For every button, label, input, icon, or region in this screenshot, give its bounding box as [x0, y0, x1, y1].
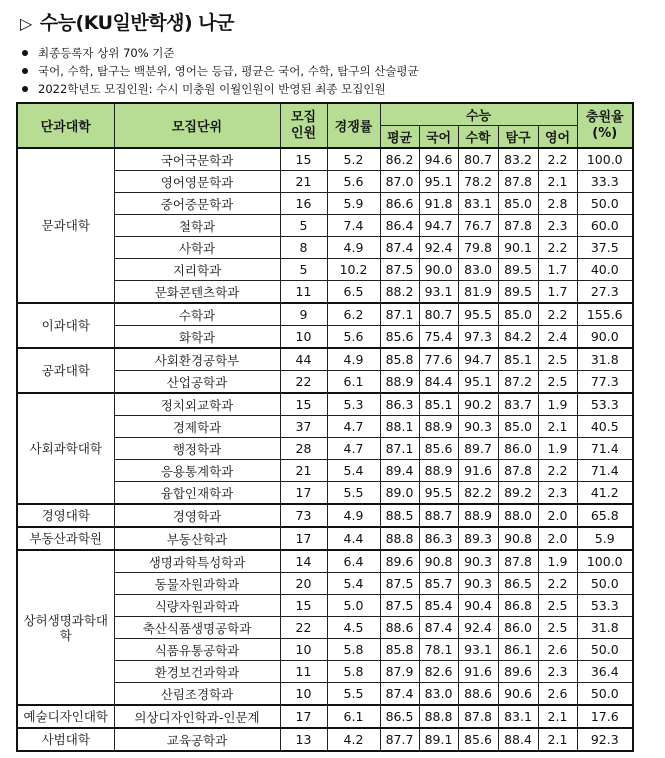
kor-cell: 85.1: [419, 393, 458, 416]
avg-cell: 89.6: [380, 550, 419, 573]
header-competition: 경쟁률: [327, 103, 380, 148]
avg-cell: 87.1: [380, 303, 419, 326]
fill-cell: 100.0: [577, 148, 633, 171]
fill-cell: 17.6: [577, 705, 633, 728]
quota-cell: 5: [280, 259, 327, 281]
rate-cell: 5.6: [327, 171, 380, 193]
table-row: [17, 728, 633, 751]
rate-cell: 6.1: [327, 371, 380, 394]
unit-cell: 식량자원과학과: [114, 595, 280, 617]
bullet-icon: [22, 86, 28, 92]
table-row: [17, 148, 633, 171]
page-title: [20, 8, 234, 35]
fill-cell: 41.2: [577, 482, 633, 505]
kor-cell: 94.6: [419, 148, 458, 171]
eng-cell: 2.1: [538, 728, 577, 751]
eng-cell: 2.6: [538, 683, 577, 706]
avg-cell: 89.4: [380, 460, 419, 482]
kor-cell: 90.8: [419, 550, 458, 573]
fill-cell: 71.4: [577, 460, 633, 482]
fill-cell: 65.8: [577, 504, 633, 527]
inq-cell: 86.5: [498, 573, 538, 595]
rate-cell: 5.8: [327, 661, 380, 683]
kor-cell: 88.8: [419, 705, 458, 728]
eng-cell: 2.1: [538, 705, 577, 728]
inq-cell: 86.1: [498, 639, 538, 661]
kor-cell: 91.8: [419, 193, 458, 215]
fill-cell: 31.8: [577, 617, 633, 639]
math-cell: 87.8: [458, 705, 498, 728]
avg-cell: 85.8: [380, 348, 419, 371]
table-row: [17, 303, 633, 326]
header-college: 단과대학: [17, 103, 114, 148]
unit-cell: 행정학과: [114, 438, 280, 460]
rate-cell: 5.0: [327, 595, 380, 617]
math-cell: 90.3: [458, 550, 498, 573]
quota-cell: 14: [280, 550, 327, 573]
rate-cell: 4.9: [327, 237, 380, 259]
rate-cell: 6.1: [327, 705, 380, 728]
inq-cell: 87.8: [498, 171, 538, 193]
quota-cell: 17: [280, 705, 327, 728]
table-body: [17, 148, 633, 751]
kor-cell: 85.4: [419, 595, 458, 617]
quota-cell: 28: [280, 438, 327, 460]
avg-cell: 86.4: [380, 215, 419, 237]
quota-cell: 21: [280, 171, 327, 193]
math-cell: 90.2: [458, 393, 498, 416]
fill-cell: 50.0: [577, 193, 633, 215]
quota-cell: 5: [280, 215, 327, 237]
avg-cell: 88.5: [380, 504, 419, 527]
unit-cell: 동물자원과학과: [114, 573, 280, 595]
math-cell: 94.7: [458, 348, 498, 371]
inq-cell: 86.8: [498, 595, 538, 617]
note-item: 국어, 수학, 탐구는 백분위, 영어는 등급, 평균은 국어, 수학, 탐구의 산술평균: [22, 62, 419, 80]
table-row: [17, 550, 633, 573]
unit-cell: 국어국문학과: [114, 148, 280, 171]
math-cell: 93.1: [458, 639, 498, 661]
fill-cell: 5.9: [577, 527, 633, 550]
eng-cell: 1.9: [538, 550, 577, 573]
fill-cell: 100.0: [577, 550, 633, 573]
math-cell: 88.6: [458, 683, 498, 706]
math-cell: 88.9: [458, 504, 498, 527]
rate-cell: 5.5: [327, 683, 380, 706]
eng-cell: 2.2: [538, 460, 577, 482]
fill-cell: 33.3: [577, 171, 633, 193]
college-cell: 사회과학대학: [17, 393, 114, 504]
fill-cell: 40.0: [577, 259, 633, 281]
unit-cell: 수학과: [114, 303, 280, 326]
quota-cell: 44: [280, 348, 327, 371]
fill-cell: 60.0: [577, 215, 633, 237]
kor-cell: 95.1: [419, 171, 458, 193]
math-cell: 76.7: [458, 215, 498, 237]
kor-cell: 77.6: [419, 348, 458, 371]
avg-cell: 87.7: [380, 728, 419, 751]
header-unit: 모집단위: [114, 103, 280, 148]
math-cell: 92.4: [458, 617, 498, 639]
fill-cell: 155.6: [577, 303, 633, 326]
eng-cell: 2.2: [538, 303, 577, 326]
rate-cell: 7.4: [327, 215, 380, 237]
avg-cell: 88.1: [380, 416, 419, 438]
quota-cell: 10: [280, 639, 327, 661]
fill-cell: 31.8: [577, 348, 633, 371]
fill-cell: 40.5: [577, 416, 633, 438]
quota-cell: 22: [280, 371, 327, 394]
fill-cell: 53.3: [577, 595, 633, 617]
header-inquiry: 탐구: [498, 126, 538, 149]
kor-cell: 83.0: [419, 683, 458, 706]
fill-cell: 36.4: [577, 661, 633, 683]
unit-cell: 화학과: [114, 326, 280, 349]
inq-cell: 85.0: [498, 303, 538, 326]
college-cell: 상허생명과학대학: [17, 550, 114, 705]
avg-cell: 87.9: [380, 661, 419, 683]
avg-cell: 87.4: [380, 683, 419, 706]
unit-cell: 중어중문학과: [114, 193, 280, 215]
inq-cell: 87.2: [498, 371, 538, 394]
avg-cell: 88.6: [380, 617, 419, 639]
eng-cell: 2.5: [538, 371, 577, 394]
avg-cell: 86.3: [380, 393, 419, 416]
unit-cell: 융합인재학과: [114, 482, 280, 505]
unit-cell: 환경보건과학과: [114, 661, 280, 683]
kor-cell: 85.6: [419, 438, 458, 460]
note-item: 최종등록자 상위 70% 기준: [22, 44, 419, 62]
header-quota: 모집 인원: [280, 103, 327, 148]
kor-cell: 84.4: [419, 371, 458, 394]
table-row: [17, 348, 633, 371]
bullet-icon: [22, 50, 28, 56]
fill-cell: 71.4: [577, 438, 633, 460]
unit-cell: 영어영문학과: [114, 171, 280, 193]
inq-cell: 86.0: [498, 617, 538, 639]
avg-cell: 89.0: [380, 482, 419, 505]
kor-cell: 88.9: [419, 416, 458, 438]
kor-cell: 78.1: [419, 639, 458, 661]
inq-cell: 87.8: [498, 460, 538, 482]
eng-cell: 2.5: [538, 348, 577, 371]
unit-cell: 경제학과: [114, 416, 280, 438]
kor-cell: 88.7: [419, 504, 458, 527]
inq-cell: 83.2: [498, 148, 538, 171]
unit-cell: 문화콘텐츠학과: [114, 281, 280, 304]
rate-cell: 4.9: [327, 504, 380, 527]
math-cell: 78.2: [458, 171, 498, 193]
college-cell: 경영대학: [17, 504, 114, 527]
inq-cell: 84.2: [498, 326, 538, 349]
avg-cell: 85.6: [380, 326, 419, 349]
college-cell: 예술디자인대학: [17, 705, 114, 728]
avg-cell: 87.5: [380, 573, 419, 595]
unit-cell: 산업공학과: [114, 371, 280, 394]
inq-cell: 89.6: [498, 661, 538, 683]
quota-cell: 17: [280, 482, 327, 505]
inq-cell: 90.8: [498, 527, 538, 550]
rate-cell: 4.7: [327, 438, 380, 460]
math-cell: 79.8: [458, 237, 498, 259]
unit-cell: 부동산학과: [114, 527, 280, 550]
header-english: 영어: [538, 126, 577, 149]
eng-cell: 2.2: [538, 237, 577, 259]
eng-cell: 2.1: [538, 171, 577, 193]
eng-cell: 2.6: [538, 639, 577, 661]
inq-cell: 83.1: [498, 705, 538, 728]
rate-cell: 4.4: [327, 527, 380, 550]
kor-cell: 89.1: [419, 728, 458, 751]
kor-cell: 90.0: [419, 259, 458, 281]
inq-cell: 86.0: [498, 438, 538, 460]
math-cell: 83.0: [458, 259, 498, 281]
rate-cell: 5.4: [327, 573, 380, 595]
inq-cell: 90.6: [498, 683, 538, 706]
unit-cell: 지리학과: [114, 259, 280, 281]
kor-cell: 92.4: [419, 237, 458, 259]
table-row: [17, 527, 633, 550]
avg-cell: 87.5: [380, 259, 419, 281]
math-cell: 82.2: [458, 482, 498, 505]
quota-cell: 20: [280, 573, 327, 595]
avg-cell: 88.2: [380, 281, 419, 304]
kor-cell: 93.1: [419, 281, 458, 304]
eng-cell: 1.9: [538, 438, 577, 460]
quota-cell: 21: [280, 460, 327, 482]
unit-cell: 사학과: [114, 237, 280, 259]
eng-cell: 1.7: [538, 281, 577, 304]
rate-cell: 5.2: [327, 148, 380, 171]
math-cell: 90.3: [458, 573, 498, 595]
math-cell: 90.4: [458, 595, 498, 617]
table-row: [17, 705, 633, 728]
fill-cell: 77.3: [577, 371, 633, 394]
rate-cell: 5.6: [327, 326, 380, 349]
fill-cell: 53.3: [577, 393, 633, 416]
fill-cell: 50.0: [577, 639, 633, 661]
eng-cell: 2.2: [538, 573, 577, 595]
eng-cell: 2.4: [538, 326, 577, 349]
inq-cell: 85.0: [498, 416, 538, 438]
notes-list: [22, 44, 419, 98]
math-cell: 95.5: [458, 303, 498, 326]
college-cell: 공과대학: [17, 348, 114, 393]
avg-cell: 87.1: [380, 438, 419, 460]
kor-cell: 82.6: [419, 661, 458, 683]
inq-cell: 87.8: [498, 550, 538, 573]
inq-cell: 89.5: [498, 281, 538, 304]
unit-cell: 철학과: [114, 215, 280, 237]
kor-cell: 95.5: [419, 482, 458, 505]
rate-cell: 5.9: [327, 193, 380, 215]
math-cell: 81.9: [458, 281, 498, 304]
avg-cell: 87.0: [380, 171, 419, 193]
quota-cell: 9: [280, 303, 327, 326]
avg-cell: 88.8: [380, 527, 419, 550]
fill-cell: 92.3: [577, 728, 633, 751]
eng-cell: 2.0: [538, 527, 577, 550]
avg-cell: 86.2: [380, 148, 419, 171]
kor-cell: 85.7: [419, 573, 458, 595]
table-row: [17, 504, 633, 527]
eng-cell: 2.0: [538, 504, 577, 527]
inq-cell: 89.5: [498, 259, 538, 281]
unit-cell: 산림조경학과: [114, 683, 280, 706]
math-cell: 97.3: [458, 326, 498, 349]
math-cell: 83.1: [458, 193, 498, 215]
rate-cell: 5.5: [327, 482, 380, 505]
quota-cell: 10: [280, 683, 327, 706]
college-cell: 문과대학: [17, 148, 114, 303]
rate-cell: 4.7: [327, 416, 380, 438]
rate-cell: 4.2: [327, 728, 380, 751]
unit-cell: 사회환경공학부: [114, 348, 280, 371]
math-cell: 90.3: [458, 416, 498, 438]
eng-cell: 2.3: [538, 482, 577, 505]
quota-cell: 17: [280, 527, 327, 550]
quota-cell: 13: [280, 728, 327, 751]
table-row: [17, 393, 633, 416]
avg-cell: 87.4: [380, 237, 419, 259]
unit-cell: 응용통계학과: [114, 460, 280, 482]
fill-cell: 90.0: [577, 326, 633, 349]
kor-cell: 80.7: [419, 303, 458, 326]
eng-cell: 2.1: [538, 416, 577, 438]
eng-cell: 2.5: [538, 595, 577, 617]
header-avg: 평균: [380, 126, 419, 149]
unit-cell: 식품유통공학과: [114, 639, 280, 661]
math-cell: 91.6: [458, 460, 498, 482]
rate-cell: 4.9: [327, 348, 380, 371]
kor-cell: 75.4: [419, 326, 458, 349]
inq-cell: 87.8: [498, 215, 538, 237]
math-cell: 95.1: [458, 371, 498, 394]
quota-cell: 8: [280, 237, 327, 259]
admission-results-table: [16, 102, 634, 752]
kor-cell: 94.7: [419, 215, 458, 237]
quota-cell: 11: [280, 281, 327, 304]
math-cell: 80.7: [458, 148, 498, 171]
quota-cell: 16: [280, 193, 327, 215]
triangle-marker-icon: ▷: [20, 14, 32, 33]
kor-cell: 88.9: [419, 460, 458, 482]
eng-cell: 1.9: [538, 393, 577, 416]
eng-cell: 2.8: [538, 193, 577, 215]
avg-cell: 86.6: [380, 193, 419, 215]
rate-cell: 6.2: [327, 303, 380, 326]
fill-cell: 50.0: [577, 573, 633, 595]
quota-cell: 11: [280, 661, 327, 683]
eng-cell: 2.2: [538, 148, 577, 171]
rate-cell: 5.8: [327, 639, 380, 661]
math-cell: 91.6: [458, 661, 498, 683]
avg-cell: 85.8: [380, 639, 419, 661]
quota-cell: 10: [280, 326, 327, 349]
eng-cell: 2.3: [538, 661, 577, 683]
fill-cell: 27.3: [577, 281, 633, 304]
quota-cell: 15: [280, 148, 327, 171]
header-korean: 국어: [419, 126, 458, 149]
math-cell: 85.6: [458, 728, 498, 751]
eng-cell: 2.5: [538, 617, 577, 639]
quota-cell: 73: [280, 504, 327, 527]
avg-cell: 87.5: [380, 595, 419, 617]
fill-cell: 50.0: [577, 683, 633, 706]
college-cell: 부동산과학원: [17, 527, 114, 550]
rate-cell: 4.5: [327, 617, 380, 639]
rate-cell: 10.2: [327, 259, 380, 281]
college-cell: 사범대학: [17, 728, 114, 751]
quota-cell: 15: [280, 393, 327, 416]
quota-cell: 37: [280, 416, 327, 438]
rate-cell: 5.3: [327, 393, 380, 416]
inq-cell: 89.2: [498, 482, 538, 505]
header-fill-rate: 충원율 (%): [577, 103, 633, 148]
bullet-icon: [22, 68, 28, 74]
quota-cell: 15: [280, 595, 327, 617]
rate-cell: 6.4: [327, 550, 380, 573]
eng-cell: 2.3: [538, 215, 577, 237]
unit-cell: 교육공학과: [114, 728, 280, 751]
unit-cell: 경영학과: [114, 504, 280, 527]
inq-cell: 88.0: [498, 504, 538, 527]
header-suneung: 수능: [380, 103, 577, 126]
math-cell: 89.7: [458, 438, 498, 460]
note-item: 2022학년도 모집인원: 수시 미충원 이월인원이 반영된 최종 모집인원: [22, 80, 419, 98]
unit-cell: 축산식품생명공학과: [114, 617, 280, 639]
inq-cell: 83.7: [498, 393, 538, 416]
math-cell: 89.3: [458, 527, 498, 550]
unit-cell: 생명과학특성학과: [114, 550, 280, 573]
title-text: 수능(KU일반학생) 나군: [39, 12, 234, 34]
kor-cell: 86.3: [419, 527, 458, 550]
eng-cell: 1.7: [538, 259, 577, 281]
avg-cell: 88.9: [380, 371, 419, 394]
rate-cell: 5.4: [327, 460, 380, 482]
unit-cell: 의상디자인학과-인문계: [114, 705, 280, 728]
college-cell: 이과대학: [17, 303, 114, 348]
inq-cell: 85.0: [498, 193, 538, 215]
inq-cell: 90.1: [498, 237, 538, 259]
rate-cell: 6.5: [327, 281, 380, 304]
avg-cell: 86.5: [380, 705, 419, 728]
kor-cell: 87.4: [419, 617, 458, 639]
inq-cell: 88.4: [498, 728, 538, 751]
fill-cell: 37.5: [577, 237, 633, 259]
inq-cell: 85.1: [498, 348, 538, 371]
quota-cell: 22: [280, 617, 327, 639]
unit-cell: 정치외교학과: [114, 393, 280, 416]
header-math: 수학: [458, 126, 498, 149]
